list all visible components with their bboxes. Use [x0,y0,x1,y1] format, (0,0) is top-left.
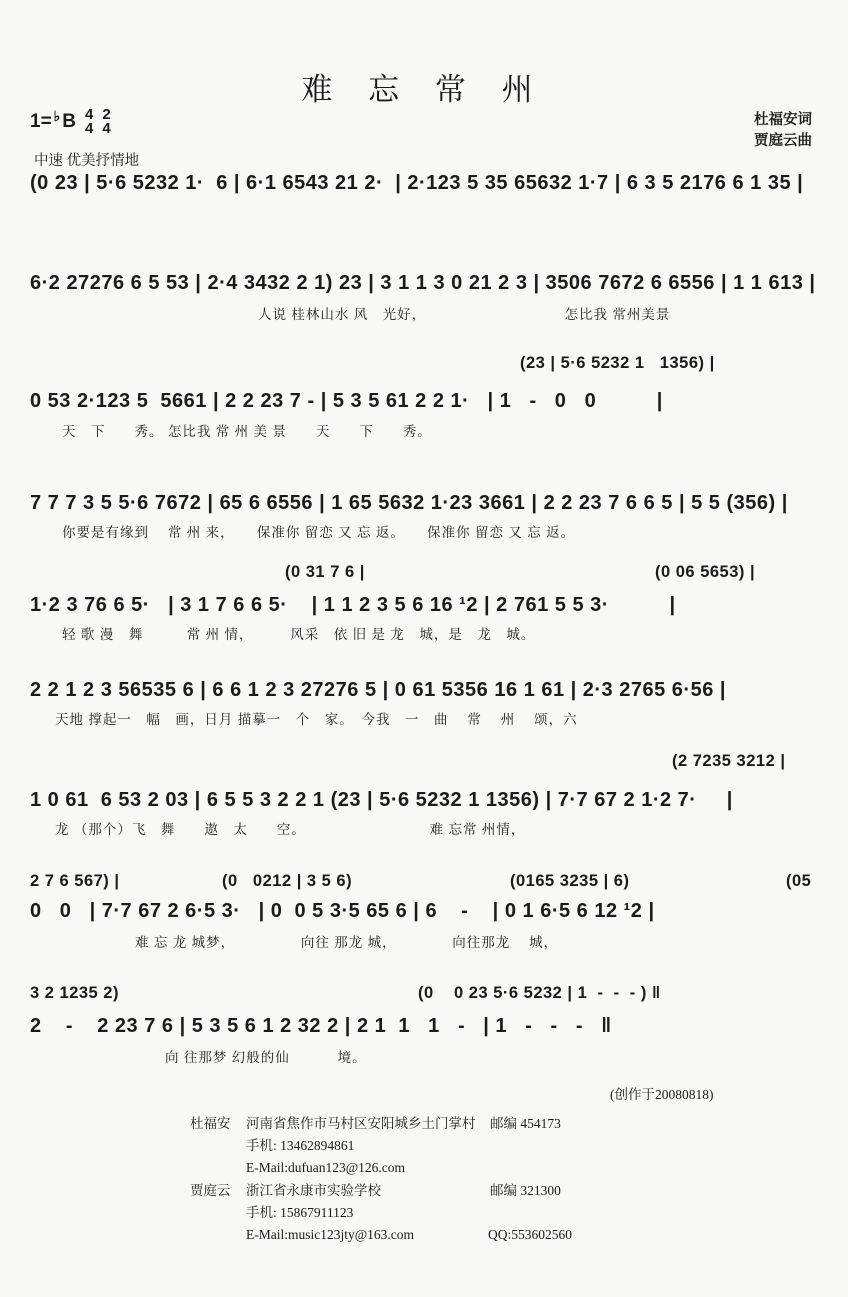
lyrics-line: 天地 撑起一 幅 画，日月 描摹一 个 家。 今我 一 曲 常 州 颂，六 [55,712,578,727]
contact-qq: QQ:553602560 [488,1227,572,1242]
key-note: B [62,111,77,133]
contact-phone: 手机: 13462894861 [246,1138,355,1153]
contact-phone: 手机: 15867911123 [246,1205,354,1220]
time-signature-1 [85,108,93,137]
contact-postcode: 邮编 321300 [490,1183,561,1198]
cue-notes: 3 2 1235 2) [30,984,119,1002]
lyrics-line: 难 忘 龙 城梦， 向往 那龙 城， 向往那龙 城， [135,935,559,950]
lyrics-line: 轻 歌 漫 舞 常 州 情， 风采 依 旧 是 龙 城，是 龙 城。 [62,627,536,642]
cue-notes: 2 7 6 567) | [30,872,120,890]
music-line: 2 - 2 23 7 6 | 5 3 5 6 1 2 32 2 | 2 1 1 1 - | 1 - - - ‖ [30,1015,612,1037]
time-signature-1-numerator: 4 [85,106,94,123]
lyrics-line: 龙 （那个）飞 舞 遨 太 空。 难 忘常 州情， [55,822,526,837]
contact-email: E-Mail:dufuan123@126.com [246,1160,406,1175]
music-line: 0 53 2·123 5 5661 | 2 2 23 7 - | 5 3 5 61 2 2 1· | 1 - 0 0 | [30,390,663,412]
music-line: 1 0 61 6 53 2 03 | 6 5 5 3 2 2 1 (23 | 5·6 5232 1 1356) | 7·7 67 2 1·2 7· | [30,789,733,811]
cue-notes: (0 31 7 6 | [285,563,365,581]
cue-notes: (0 0 23 5·6 5232 | 1 - - - ) ‖ [418,984,661,1002]
cue-notes: (0 0212 | 3 5 6) [222,872,353,890]
time-signature-2-numerator: 2 [102,106,111,123]
music-line: 7 7 7 3 5 5·6 7672 | 65 6 6556 | 1 65 5632 1·23 3661 | 2 2 23 7 6 6 5 | 5 5 (356) | [30,492,788,514]
music-line: 0 0 | 7·7 67 2 6·5 3· | 0 0 5 3·5 65 6 | 6 - | 0 1 6·5 6 12 ¹2 | [30,900,655,922]
cue-notes: (05 [786,872,812,890]
time-signature-2-denominator: 4 [102,120,111,138]
time-signature-1-denominator: 4 [85,120,94,138]
contact-postcode: 邮编 454173 [490,1116,561,1131]
cue-notes: (0 06 5653) | [655,563,756,581]
lyrics-line: 人说 桂林山水 风 光好， 怎比我 常州美景 [258,307,671,322]
key-signature [30,108,111,137]
tempo-marking: 中速 优美抒情地 [34,153,140,169]
cue-notes: (0165 3235 | 6) [510,872,630,890]
key-prefix: 1= [30,111,52,133]
music-line: (0 23 | 5·6 5232 1· 6 | 6·1 6543 21 2· | 2·123 5 35 65632 1·7 | 6 3 5 2176 6 1 35 | [30,172,804,194]
contact-block-lyricist [190,1113,561,1179]
music-line: 6·2 27276 6 5 53 | 2·4 3432 2 1) 23 | 3 1 1 3 0 21 2 3 | 3506 7672 6 6556 | 1 1 613 | [30,272,816,294]
lyricist-credit: 杜福安词 [754,112,812,128]
composer-credit: 贾庭云曲 [754,133,812,150]
flat-sign-icon: ♭ [53,107,61,124]
lyrics-line: 你要是有缘到 常 州 来， 保准你 留恋 又 忘 返。 保准你 留恋 又 忘 返。 [62,525,576,540]
contact-address: 河南省焦作市马村区安阳城乡土门掌村 [246,1116,476,1131]
song-title: 难 忘 常 州 [301,72,547,107]
music-line: 2 2 1 2 3 56535 6 | 6 6 1 2 3 27276 5 | 0 61 5356 16 1 61 | 2·3 2765 6·56 | [30,679,726,701]
cue-notes: (2 7235 3212 | [672,752,786,770]
lyrics-line: 天 下 秀。 怎比我 常 州 美 景 天 下 秀。 [62,424,432,439]
music-line: 1·2 3 76 6 5· | 3 1 7 6 6 5· | 1 1 2 3 5 6 16 ¹2 | 2 761 5 5 3· | [30,594,676,616]
contact-address: 浙江省永康市实验学校 [246,1183,381,1198]
time-signature-2 [102,108,110,137]
lyrics-line: 向 往那梦 幻般的仙 境。 [165,1050,367,1065]
contact-name: 杜福安 [190,1116,231,1131]
credits [754,110,812,152]
contact-block-composer [190,1180,572,1246]
contact-email: E-Mail:music123jty@163.com [246,1227,415,1242]
creation-date-note: (创作于20080818) [610,1087,714,1102]
contact-name: 贾庭云 [190,1183,231,1198]
cue-notes: (23 | 5·6 5232 1 1356) | [520,354,715,372]
